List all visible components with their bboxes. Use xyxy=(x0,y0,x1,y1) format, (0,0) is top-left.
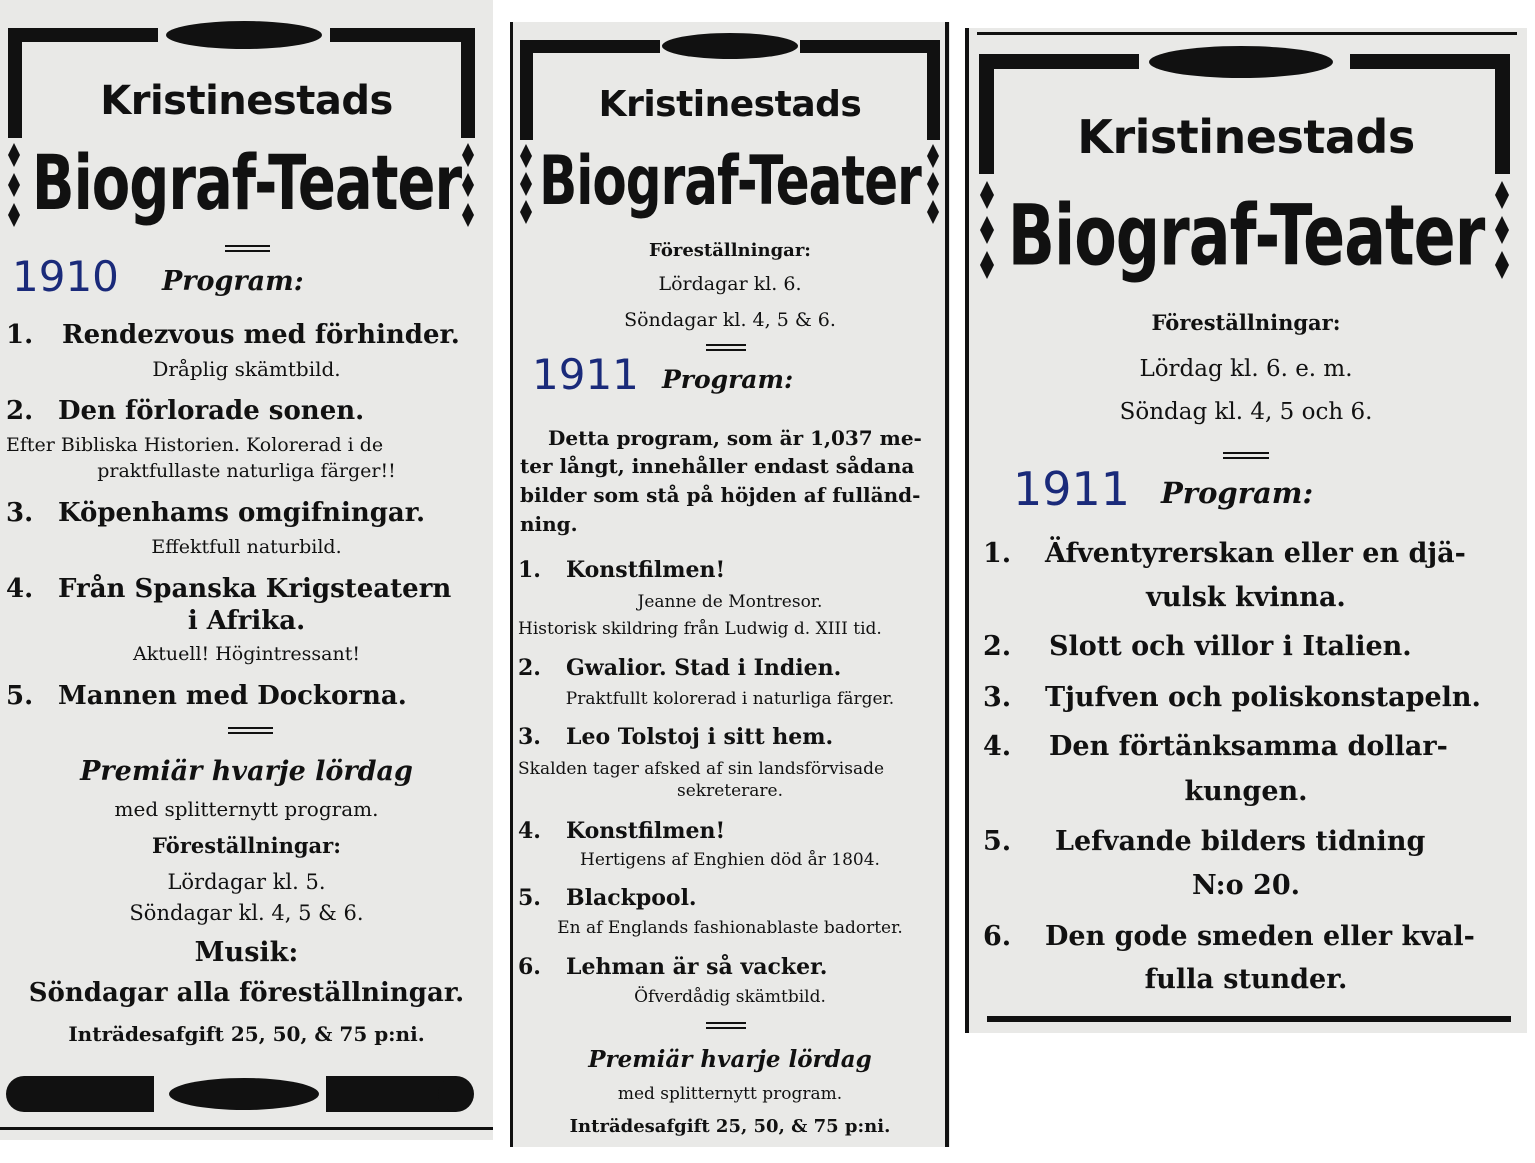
item-5-title: Blackpool. xyxy=(566,885,697,911)
item-2-desc: Efter Bibliska Historien. Kolorerad i de xyxy=(6,434,384,456)
shows-sunday: Söndagar kl. 4, 5 & 6. xyxy=(129,901,364,925)
item-6-num: 6. xyxy=(983,921,1012,952)
item-1-title2: vulsk kvinna. xyxy=(1146,582,1346,613)
item-4-title2: i Afrika. xyxy=(187,606,306,636)
premiere-sub: med splitternytt program. xyxy=(617,1084,843,1104)
item-6-num: 6. xyxy=(518,954,541,980)
item-3-desc: Skalden tager afsked af sin landsförvisade xyxy=(518,759,885,779)
item-1-desc: Dråplig skämtbild. xyxy=(152,357,341,381)
intro-line-4: ning. xyxy=(520,512,578,536)
admission-fee: Inträdesafgift 25, 50, & 75 p:ni. xyxy=(569,1116,891,1137)
header-small: Kristinestads xyxy=(598,84,862,125)
divider xyxy=(706,344,746,351)
ad-1910-panel xyxy=(0,0,493,1140)
item-1-num: 1. xyxy=(6,320,34,350)
item-1-desc: Jeanne de Montresor. xyxy=(637,592,823,612)
bottom-frame-ornament xyxy=(0,1070,493,1140)
shows-saturday: Lördagar kl. 5. xyxy=(167,870,326,894)
item-4-desc: Hertigens af Enghien död år 1804. xyxy=(580,850,880,870)
header-large: Biograf-Teater xyxy=(539,142,921,221)
program-label: Program: xyxy=(162,266,304,297)
item-2-num: 2. xyxy=(518,655,541,681)
premiere-text: Premiär hvarje lördag xyxy=(588,1046,872,1073)
intro-line-3: bilder som stå på höjden af fulländ- xyxy=(520,483,921,507)
item-2-num: 2. xyxy=(6,396,34,426)
item-1-title: Äfventyrerskan eller en djä- xyxy=(1045,538,1466,569)
item-6-title2: fulla stunder. xyxy=(1144,964,1348,995)
intro-line-1: Detta program, som är 1,037 me- xyxy=(548,426,922,450)
item-1-num: 1. xyxy=(518,557,541,583)
item-4-num: 4. xyxy=(6,574,34,604)
program-label: Program: xyxy=(1161,476,1314,510)
item-2-title: Slott och villor i Italien. xyxy=(1049,631,1412,662)
item-4-title: Konstfilmen! xyxy=(566,818,726,844)
item-2-desc2: praktfullaste naturliga färger!! xyxy=(97,460,396,482)
admission-fee: Inträdesafgift 25, 50, & 75 p:ni. xyxy=(68,1022,425,1046)
item-6-title: Lehman är så vacker. xyxy=(566,954,828,980)
item-1-title: Konstfilmen! xyxy=(566,557,726,583)
item-4-title2: kungen. xyxy=(1184,776,1308,807)
ad-1911b-panel xyxy=(965,28,1527,1033)
item-3-num: 3. xyxy=(518,724,541,750)
item-3-num: 3. xyxy=(983,682,1012,713)
year-label-1911b: 1911 xyxy=(1013,462,1131,516)
item-2-desc: Praktfullt kolorerad i naturliga färger. xyxy=(565,689,895,709)
item-3-title: Köpenhams omgifningar. xyxy=(58,498,426,528)
shows-sunday: Söndag kl. 4, 5 och 6. xyxy=(1119,399,1373,425)
item-1-num: 1. xyxy=(983,538,1012,569)
premiere-text: Premiär hvarje lördag xyxy=(80,756,413,787)
divider xyxy=(225,245,270,252)
item-5-num: 5. xyxy=(983,826,1012,857)
year-label-1910: 1910 xyxy=(12,252,119,301)
item-1-desc2: Historisk skildring från Ludwig d. XIII tid. xyxy=(518,619,882,639)
header-large: Biograf-Teater xyxy=(1007,186,1485,285)
item-1-title: Rendezvous med förhinder. xyxy=(62,320,460,350)
shows-label: Föreställningar: xyxy=(1151,310,1341,335)
item-4-num: 4. xyxy=(518,818,541,844)
music-text: Söndagar alla föreställningar. xyxy=(28,978,465,1008)
header-small: Kristinestads xyxy=(1077,110,1415,164)
item-4-desc: Aktuell! Högintressant! xyxy=(133,643,360,665)
item-5-num: 5. xyxy=(6,681,34,711)
item-4-title: Den förtänksamma dollar- xyxy=(1049,731,1448,762)
item-3-desc: Effektfull naturbild. xyxy=(151,536,342,558)
shows-label: Föreställningar: xyxy=(152,833,341,858)
item-6-desc: Öfverdådig skämtbild. xyxy=(634,987,826,1007)
shows-sunday: Söndagar kl. 4, 5 & 6. xyxy=(624,309,836,331)
item-2-title: Gwalior. Stad i Indien. xyxy=(566,655,842,681)
item-5-desc: En af Englands fashionablaste badorter. xyxy=(557,918,903,938)
item-3-desc2: sekreterare. xyxy=(676,781,784,801)
item-5-title: Mannen med Dockorna. xyxy=(58,681,407,711)
header-large: Biograf-Teater xyxy=(31,140,462,228)
divider xyxy=(1223,452,1269,459)
item-4-num: 4. xyxy=(983,731,1012,762)
program-label: Program: xyxy=(662,365,794,394)
shows-label: Föreställningar: xyxy=(649,240,811,261)
divider xyxy=(706,1022,746,1029)
item-2-num: 2. xyxy=(983,631,1012,662)
item-4-title: Från Spanska Krigsteatern xyxy=(58,574,452,604)
top-border xyxy=(977,32,1517,35)
item-2-title: Den förlorade sonen. xyxy=(58,396,365,426)
item-5-title2: N:o 20. xyxy=(1191,870,1301,901)
item-5-title: Lefvande bilders tidning xyxy=(1055,826,1426,857)
item-3-title: Tjufven och poliskonstapeln. xyxy=(1045,682,1481,713)
music-label: Musik: xyxy=(194,937,299,968)
shows-saturday: Lördagar kl. 6. xyxy=(658,273,802,295)
intro-line-2: ter långt, innehåller endast sådana xyxy=(520,454,915,478)
ad-1911a-panel xyxy=(510,22,950,1147)
premiere-sub: med splitternytt program. xyxy=(114,797,379,821)
item-5-num: 5. xyxy=(518,885,541,911)
year-label-1911a: 1911 xyxy=(532,350,639,399)
bottom-border xyxy=(987,1016,1511,1022)
divider xyxy=(228,727,273,734)
item-3-title: Leo Tolstoj i sitt hem. xyxy=(566,724,834,750)
item-3-num: 3. xyxy=(6,498,34,528)
header-small: Kristinestads xyxy=(100,78,393,124)
shows-saturday: Lördag kl. 6. e. m. xyxy=(1139,356,1353,382)
item-6-title: Den gode smeden eller kval- xyxy=(1045,921,1475,952)
